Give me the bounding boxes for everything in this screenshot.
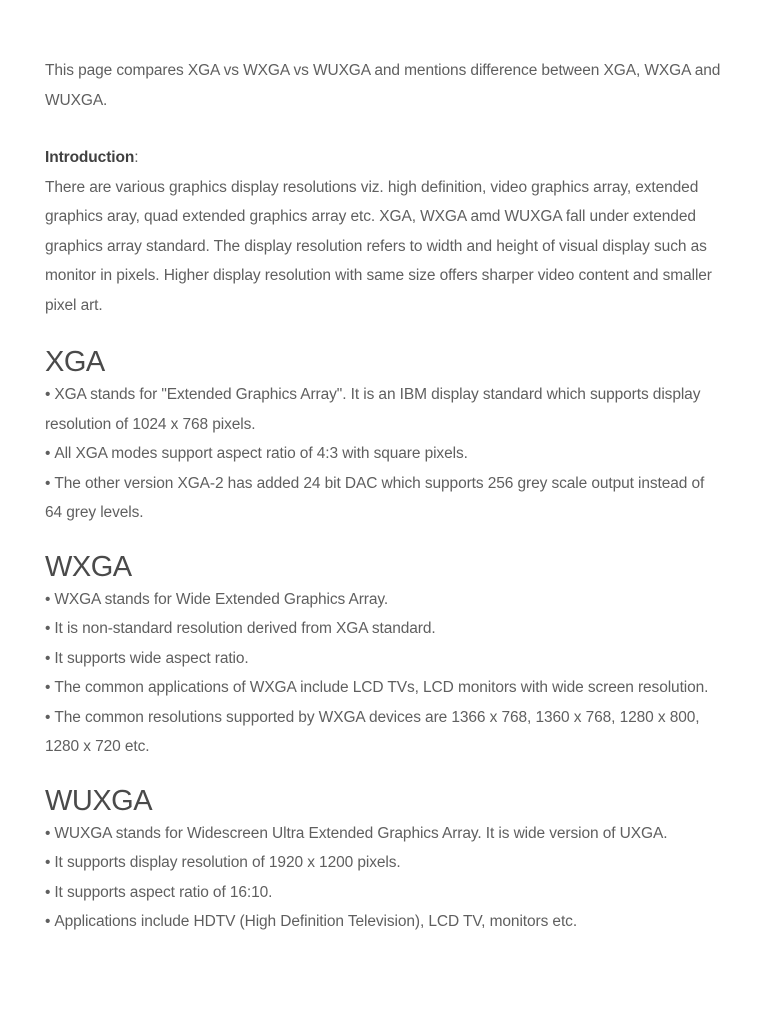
wxga-bullet-list	[45, 585, 723, 762]
xga-bullet-list	[45, 380, 723, 528]
intro-line: This page compares XGA vs WXGA vs WUXGA and mentions difference between XGA, WXGA and WUXGA.	[45, 62, 721, 109]
wxga-heading: WXGA	[45, 550, 132, 583]
wuxga-bullet-list	[45, 819, 723, 937]
list-item: • The other version XGA-2 has added 24 bit DAC which supports 256 grey scale output instead of 64 grey levels.	[45, 469, 723, 528]
list-item: • The common applications of WXGA include LCD TVs, LCD monitors with wide screen resolution.	[45, 673, 723, 703]
list-item: • It supports display resolution of 1920 x 1200 pixels.	[45, 848, 723, 878]
list-item: • It supports aspect ratio of 16:10.	[45, 878, 723, 908]
xga-heading: XGA	[45, 346, 105, 378]
list-item: • Applications include HDTV (High Definition Television), LCD TV, monitors etc.	[45, 907, 723, 937]
list-item: • WXGA stands for Wide Extended Graphics Array.	[45, 585, 723, 615]
list-item: • The common resolutions supported by WXGA devices are 1366 x 768, 1360 x 768, 1280 x 800, 1280 x 720 etc.	[45, 703, 723, 762]
introduction-heading: Introduction	[45, 149, 135, 166]
list-item: • WUXGA stands for Widescreen Ultra Extended Graphics Array. It is wide version of UXGA.	[45, 819, 723, 849]
introduction-text: There are various graphics display resolutions viz. high definition, video graphics array, extended graphics aray, quad extended graphics array etc. XGA, WXGA amd WUXGA fall under extended graphics array standard. The display resolution refers to width and height of visual display such as monitor in pixels. Higher display resolution with same size offers sharper video content and smaller pixel art.	[45, 178, 712, 314]
wuxga-heading: WUXGA	[45, 784, 153, 817]
introduction-heading-line	[45, 143, 723, 173]
list-item: • It supports wide aspect ratio.	[45, 644, 723, 674]
list-item: • All XGA modes support aspect ratio of 4:3 with square pixels.	[45, 439, 723, 469]
list-item: • It is non-standard resolution derived from XGA standard.	[45, 614, 723, 644]
introduction-block	[45, 143, 723, 320]
list-item: • XGA stands for "Extended Graphics Array". It is an IBM display standard which supports display resolution of 1024 x 768 pixels.	[45, 380, 723, 439]
introduction-colon: :	[134, 149, 139, 166]
